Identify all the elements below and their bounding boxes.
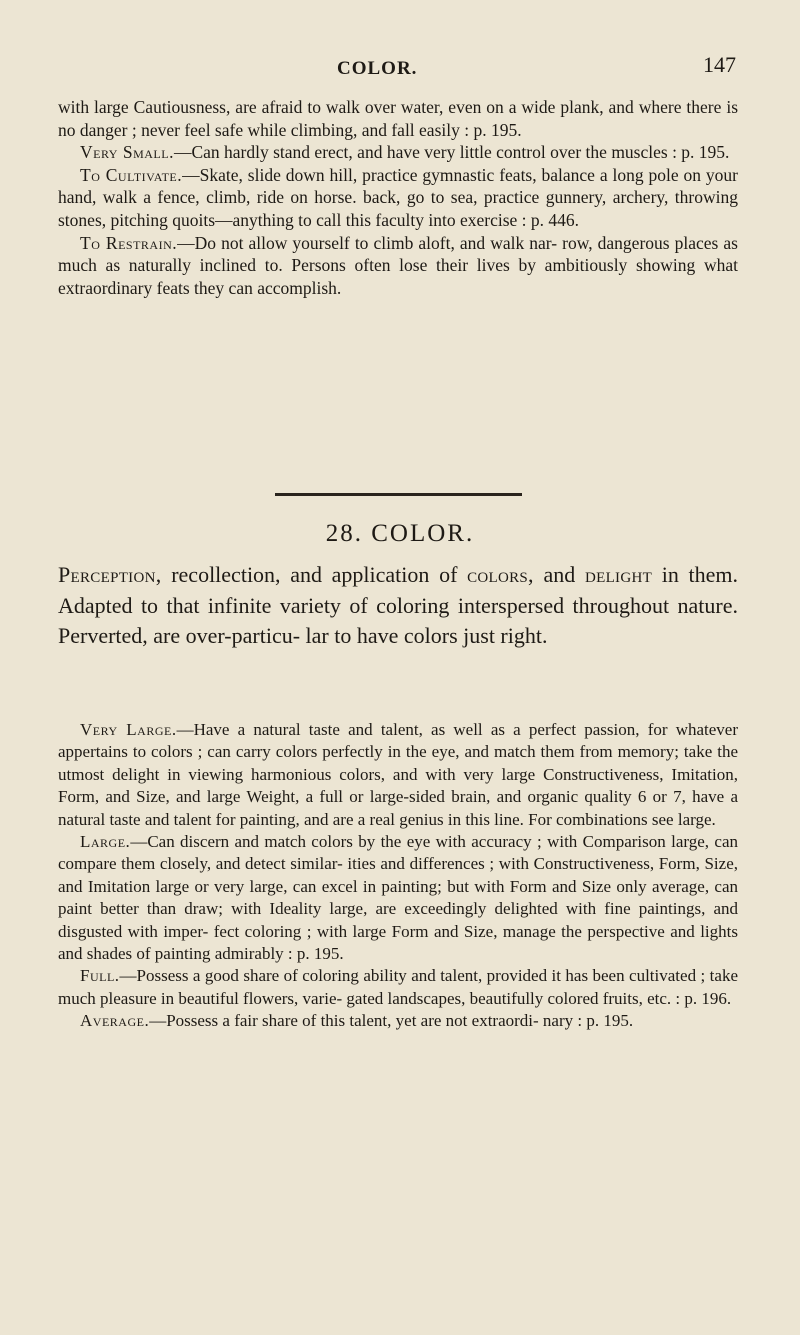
paragraph-text: —Skate, slide down hill, practice gymnastic feats, balance a long pole on your hand, walk a fence, climb, ride on horse. back, go to sea, practice gunnery, archery, throwing stones, pitching quoits—anything to call this faculty into exercise : p. 446. — [58, 164, 738, 230]
paragraph-text: —Possess a fair share of this talent, yet are not extraordi- nary : p. 195. — [149, 1011, 634, 1031]
paragraph-cautiousness-continued — [58, 96, 738, 141]
top-text-block — [58, 96, 738, 299]
paragraph-large — [58, 831, 738, 965]
page-number: 147 — [703, 52, 736, 77]
running-head — [0, 52, 800, 82]
paragraph-text: —Can hardly stand erect, and have very little control over the muscles : p. 195. — [173, 142, 730, 163]
paragraph-text: —Can discern and match colors by the eye with accuracy ; with Comparison large, can compare them closely, and detect similar- ities and differences ; with Constructiveness, Form, Size, and Imitation large or very large, can excel in painting; but with Form and Size only average, can paint better than draw; with Ideality large, are exceedingly delighted with fine paintings, and disgusted with imper- fect coloring ; with large Form and Size, manage the perspective and lights and shades of painting admirably : p. 195. — [58, 832, 738, 964]
paragraph-label: To Cultivate. — [80, 164, 183, 185]
intro-text: recollection, and application of — [161, 562, 468, 587]
paragraph-text: —Possess a good share of coloring ability and talent, provided it has been cultivated ; take much pleasure in beautiful flowers, varie- gated landscapes, beautifully colored fruits, etc. : p. 196. — [58, 966, 738, 1008]
paragraph-label: To Restrain. — [80, 232, 178, 253]
intro-text: in them. Adapted to that infinite variety of coloring interspersed throughout nature. Perverted, are over-particu- lar to have colors just right. — [58, 562, 739, 648]
paragraph-label: Very Small. — [80, 142, 174, 163]
paragraph-text: —Have a natural taste and talent, as well as a perfect passion, for whatever appertains to colors ; can carry colors perfectly in the eye, and match them from memory; take the utmost delight in viewing harmonious colors, and with very large Constructiveness, Imitation, Form, and Size, and large Weight, a full or large-sided brain, and organic quality 6 or 7, have a natural taste and talent for painting, and are a real genius in this line. For combinations see large. — [58, 720, 738, 829]
paragraph-label: Average. — [80, 1011, 150, 1031]
paragraph-very-large — [58, 719, 738, 831]
paragraph-label: Large. — [80, 832, 131, 852]
section-heading: 28. COLOR. — [325, 520, 475, 547]
running-title: COLOR. — [337, 58, 418, 79]
paragraph-text: —Do not allow yourself to climb aloft, and walk nar- row, dangerous places as much as naturally inclined to. Persons often lose their lives by ambitiously showing what extraordinary feats they can accomplish. — [58, 232, 738, 298]
intro-smallcaps: Perception, — [58, 562, 162, 587]
paragraph-label: Very Large. — [80, 720, 177, 739]
paragraph-full — [58, 965, 738, 1010]
intro-smallcaps: delight — [584, 562, 653, 587]
paragraph-average — [58, 1010, 738, 1032]
paragraph-to-restrain — [58, 232, 738, 300]
paragraph-label: Full. — [80, 966, 120, 986]
paragraph-to-cultivate — [58, 164, 738, 232]
paragraph-text: with large Cautiousness, are afraid to walk over water, even on a wide plank, and where there is no danger ; never feel safe while climbing, and fall easily : p. 195. — [58, 97, 738, 140]
intro-smallcaps: colors, — [467, 562, 534, 587]
paragraph-very-small — [58, 141, 738, 164]
section-intro — [58, 560, 738, 652]
body-text-block — [58, 719, 738, 1033]
intro-text: and — [533, 562, 585, 587]
section-divider — [275, 493, 522, 496]
